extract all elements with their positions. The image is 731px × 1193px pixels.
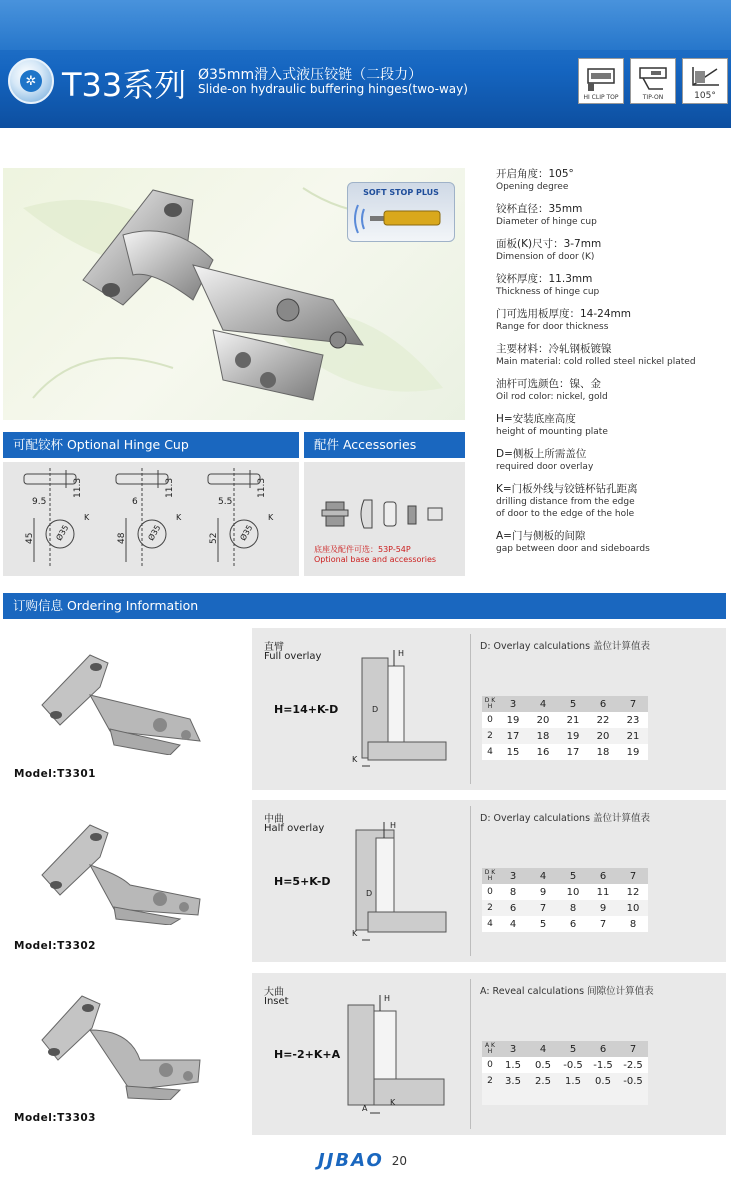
ordering-section-title: 订购信息 Ordering Information bbox=[3, 593, 726, 619]
diagram-h-label: H bbox=[384, 994, 391, 1003]
calc-cell: 20 bbox=[588, 728, 618, 744]
calc-row bbox=[482, 884, 648, 900]
calc-cell: -2.5 bbox=[618, 1057, 648, 1073]
calc-cell: 10 bbox=[558, 884, 588, 900]
angle-icon bbox=[689, 63, 723, 93]
spec-cn: 开启角度：105° bbox=[496, 168, 574, 180]
spec-en: Oil rod color: nickel, gold bbox=[496, 392, 608, 402]
half-overlay-diagram bbox=[348, 818, 458, 948]
spec-cn: 主要材料：冷轧钢板镀镍 bbox=[496, 343, 612, 355]
calc-cell: 8 bbox=[618, 916, 648, 932]
accessories-section-title: 配件 Accessories bbox=[304, 432, 465, 458]
diagram-k-label: K bbox=[352, 755, 358, 764]
calc-row bbox=[482, 916, 648, 932]
hinge-cup-section-title: 可配铰杯 Optional Hinge Cup bbox=[3, 432, 299, 458]
calc-cell bbox=[528, 1089, 558, 1105]
spec-en: Dimension of door (K) bbox=[496, 252, 595, 262]
hinge-type-en: Half overlay bbox=[264, 823, 325, 834]
calc-col-header: 3 bbox=[498, 868, 528, 884]
spec-item bbox=[496, 483, 726, 520]
calc-cell: 17 bbox=[558, 744, 588, 760]
calc-row-header bbox=[482, 1089, 498, 1105]
hinge-t3302-icon bbox=[30, 815, 230, 925]
calc-cell: 0.5 bbox=[528, 1057, 558, 1073]
clip-top-icon bbox=[585, 63, 619, 93]
header-stripe bbox=[0, 0, 731, 50]
spec-item bbox=[496, 203, 726, 228]
order-row-t3302 bbox=[252, 800, 726, 962]
calc-cell: 12 bbox=[618, 884, 648, 900]
calc-cell bbox=[558, 1089, 588, 1105]
badge-label: HI CLIP TOP bbox=[583, 94, 619, 101]
calc-corner-cell: A K H bbox=[482, 1041, 498, 1057]
calc-col-header: 5 bbox=[558, 696, 588, 712]
calc-title: D: Overlay calculations 盖位计算值表 bbox=[480, 641, 651, 652]
calc-cell: 2.5 bbox=[528, 1073, 558, 1089]
cup-height-label: 48 bbox=[117, 532, 127, 544]
badge-label: 105° bbox=[694, 91, 716, 101]
feature-badges bbox=[578, 58, 728, 104]
calc-col-header: 7 bbox=[618, 696, 648, 712]
product-hero-image bbox=[3, 168, 465, 420]
calc-cell: 19 bbox=[618, 744, 648, 760]
diagram-h-label: H bbox=[390, 821, 397, 830]
calc-col-header: 4 bbox=[528, 868, 558, 884]
hinge-cup-drawing bbox=[112, 468, 192, 576]
calc-corner-cell: D K H bbox=[482, 696, 498, 712]
hinge-cup-drawing bbox=[204, 468, 284, 576]
spec-item bbox=[496, 273, 726, 298]
calc-cell bbox=[588, 1089, 618, 1105]
spec-item bbox=[496, 448, 726, 473]
calc-col-header: 3 bbox=[498, 696, 528, 712]
badge-clip-top bbox=[578, 58, 624, 104]
calc-cell: 20 bbox=[528, 712, 558, 728]
calc-col-header: 7 bbox=[618, 1041, 648, 1057]
hinge-cup-drawing bbox=[20, 468, 100, 576]
calc-row-header: 2 bbox=[482, 900, 498, 916]
spec-item bbox=[496, 168, 726, 193]
spec-item bbox=[496, 308, 726, 333]
cup-k-label: K bbox=[176, 513, 182, 522]
footer-brand-logo: JJBAO bbox=[318, 1150, 384, 1171]
calc-cell: 9 bbox=[588, 900, 618, 916]
cup-diameter-label: Ø35 bbox=[238, 523, 255, 543]
calc-title: A: Reveal calculations 间隙位计算值表 bbox=[480, 986, 654, 997]
footer bbox=[318, 1150, 407, 1171]
cup-offset-label: 6 bbox=[132, 497, 138, 507]
cup-height-label: 52 bbox=[209, 532, 219, 544]
cup-offset-label: 9.5 bbox=[32, 497, 47, 507]
calc-header-row bbox=[482, 868, 648, 884]
row-divider bbox=[470, 634, 471, 784]
calc-cell: 11 bbox=[588, 884, 618, 900]
calc-row bbox=[482, 900, 648, 916]
spec-item bbox=[496, 378, 726, 403]
badge-label: TIP-ON bbox=[642, 94, 664, 101]
badge-tip-on bbox=[630, 58, 676, 104]
spec-list bbox=[496, 168, 726, 565]
calc-row-header: 0 bbox=[482, 884, 498, 900]
calc-cell: 18 bbox=[588, 744, 618, 760]
calc-row-header: 0 bbox=[482, 1057, 498, 1073]
calc-cell: 16 bbox=[528, 744, 558, 760]
calc-col-header: 6 bbox=[588, 868, 618, 884]
calc-row-header: 4 bbox=[482, 916, 498, 932]
spec-en: Range for door thickness bbox=[496, 322, 609, 332]
spec-item bbox=[496, 413, 726, 438]
calc-row bbox=[482, 1073, 648, 1089]
spec-en: required door overlay bbox=[496, 462, 594, 472]
calc-cell: 17 bbox=[498, 728, 528, 744]
brand-logo-icon bbox=[8, 58, 54, 104]
calc-cell: -0.5 bbox=[618, 1073, 648, 1089]
order-row-t3301 bbox=[252, 628, 726, 790]
spec-cn: 门可选用板厚度：14-24mm bbox=[496, 308, 631, 320]
diagram-a-label: A bbox=[362, 1104, 368, 1113]
spec-cn: 油杆可选颜色：镍、金 bbox=[496, 378, 601, 390]
cup-diameter-label: Ø35 bbox=[54, 523, 71, 543]
accessories-note bbox=[314, 545, 436, 565]
calc-cell: -1.5 bbox=[588, 1057, 618, 1073]
calc-cell: 21 bbox=[558, 712, 588, 728]
cup-k-label: K bbox=[268, 513, 274, 522]
calc-cell: 8 bbox=[498, 884, 528, 900]
calc-cell: 19 bbox=[498, 712, 528, 728]
calc-col-header: 6 bbox=[588, 696, 618, 712]
calc-cell: 23 bbox=[618, 712, 648, 728]
calc-cell: 18 bbox=[528, 728, 558, 744]
piston-icon bbox=[348, 183, 456, 243]
calc-row-empty bbox=[482, 1089, 648, 1105]
calc-cell: 9 bbox=[528, 884, 558, 900]
hinge-t3301-icon bbox=[30, 645, 230, 755]
calc-col-header: 4 bbox=[528, 1041, 558, 1057]
calc-cell bbox=[498, 1089, 528, 1105]
calc-table bbox=[482, 1041, 648, 1105]
calc-row-header: 0 bbox=[482, 712, 498, 728]
calc-cell: 8 bbox=[558, 900, 588, 916]
hinge-type-en: Full overlay bbox=[264, 651, 322, 662]
hinge-type-cn: 中曲 bbox=[264, 814, 284, 825]
diagram-k-label: K bbox=[390, 1098, 396, 1107]
spec-en: gap between door and sideboards bbox=[496, 544, 650, 554]
calc-row-header: 4 bbox=[482, 744, 498, 760]
spec-en: of door to the edge of the hole bbox=[496, 509, 635, 519]
soft-stop-badge bbox=[347, 182, 455, 242]
row-divider bbox=[470, 979, 471, 1129]
model-label: Model:T3302 bbox=[14, 940, 96, 952]
cup-offset-label: 5.5 bbox=[218, 497, 233, 507]
calc-col-header: 4 bbox=[528, 696, 558, 712]
spec-cn: 铰杯直径：35mm bbox=[496, 203, 583, 215]
model-label: Model:T3301 bbox=[14, 768, 96, 780]
spec-en: Diameter of hinge cup bbox=[496, 217, 597, 227]
row-divider bbox=[470, 806, 471, 956]
calc-cell: 7 bbox=[588, 916, 618, 932]
formula-text: H=14+K-D bbox=[274, 703, 339, 716]
header-banner bbox=[0, 0, 731, 128]
calc-cell: 0.5 bbox=[588, 1073, 618, 1089]
calc-cell: 1.5 bbox=[498, 1057, 528, 1073]
calc-cell: 3.5 bbox=[498, 1073, 528, 1089]
calc-cell bbox=[618, 1089, 648, 1105]
calc-row-header: 2 bbox=[482, 1073, 498, 1089]
calc-cell: -0.5 bbox=[558, 1057, 588, 1073]
calc-row bbox=[482, 728, 648, 744]
calc-row-header: 2 bbox=[482, 728, 498, 744]
spec-item bbox=[496, 343, 726, 368]
calc-cell: 15 bbox=[498, 744, 528, 760]
cup-depth-label: 11.3 bbox=[165, 477, 175, 498]
calc-corner-cell: D K H bbox=[482, 868, 498, 884]
calc-col-header: 7 bbox=[618, 868, 648, 884]
formula-text: H=5+K-D bbox=[274, 875, 331, 888]
spec-en: Main material: cold rolled steel nickel plated bbox=[496, 357, 696, 367]
spec-en: Thickness of hinge cup bbox=[496, 287, 600, 297]
cup-depth-label: 11.3 bbox=[73, 477, 83, 498]
spec-cn: A=门与侧板的间隙 bbox=[496, 530, 586, 542]
title-english: Slide-on hydraulic buffering hinges(two-way) bbox=[198, 82, 468, 96]
accessories-note-cn: 底座及配件可选：53P-54P bbox=[314, 545, 411, 554]
calc-table bbox=[482, 696, 648, 760]
spec-cn: 铰杯厚度：11.3mm bbox=[496, 273, 593, 285]
calc-cell: 7 bbox=[528, 900, 558, 916]
diagram-k-label: K bbox=[352, 929, 358, 938]
hinge-product-icon bbox=[63, 180, 393, 420]
snowflake-icon: ✲ bbox=[20, 70, 42, 92]
page-number: 20 bbox=[391, 1153, 408, 1168]
spec-cn: D=侧板上所需盖位 bbox=[496, 448, 587, 460]
calc-header-row bbox=[482, 1041, 648, 1057]
calc-cell: 19 bbox=[558, 728, 588, 744]
calc-col-header: 6 bbox=[588, 1041, 618, 1057]
calc-cell: 1.5 bbox=[558, 1073, 588, 1089]
spec-en: drilling distance from the edge bbox=[496, 497, 635, 507]
hinge-type-en: Inset bbox=[264, 996, 289, 1007]
calc-col-header: 5 bbox=[558, 1041, 588, 1057]
hinge-type-cn: 大曲 bbox=[264, 987, 284, 998]
calc-col-header: 5 bbox=[558, 868, 588, 884]
calc-title: D: Overlay calculations 盖位计算值表 bbox=[480, 813, 651, 824]
cup-height-label: 45 bbox=[25, 532, 35, 544]
calc-cell: 6 bbox=[558, 916, 588, 932]
title-chinese: Ø35mm滑入式液压铰链（二段力） bbox=[198, 67, 423, 83]
badge-angle bbox=[682, 58, 728, 104]
calc-col-header: 3 bbox=[498, 1041, 528, 1057]
spec-item bbox=[496, 530, 726, 555]
calc-header-row bbox=[482, 696, 648, 712]
spec-cn: H=安装底座高度 bbox=[496, 413, 576, 425]
model-label: Model:T3303 bbox=[14, 1112, 96, 1124]
calc-row bbox=[482, 1057, 648, 1073]
spec-en: Opening degree bbox=[496, 182, 569, 192]
hinge-t3303-icon bbox=[30, 990, 230, 1100]
accessories-parts-icon bbox=[320, 494, 450, 534]
spec-cn: 面板(K)尺寸：3-7mm bbox=[496, 238, 602, 250]
diagram-h-label: H bbox=[398, 649, 405, 658]
spec-en: height of mounting plate bbox=[496, 427, 608, 437]
calc-row bbox=[482, 744, 648, 760]
cup-diameter-label: Ø35 bbox=[146, 523, 163, 543]
cup-depth-label: 11.3 bbox=[257, 477, 267, 498]
diagram-d-label: D bbox=[372, 705, 379, 714]
calc-cell: 22 bbox=[588, 712, 618, 728]
calc-cell: 4 bbox=[498, 916, 528, 932]
series-title: T33系列 bbox=[62, 66, 187, 104]
hinge-type-cn: 直臂 bbox=[264, 642, 284, 653]
order-row-t3303 bbox=[252, 973, 726, 1135]
calc-cell: 5 bbox=[528, 916, 558, 932]
calc-cell: 21 bbox=[618, 728, 648, 744]
calc-cell: 10 bbox=[618, 900, 648, 916]
accessories-note-en: Optional base and accessories bbox=[314, 555, 437, 564]
soft-stop-label: SOFT STOP PLUS bbox=[363, 188, 439, 197]
calc-table bbox=[482, 868, 648, 932]
calc-cell: 6 bbox=[498, 900, 528, 916]
tip-on-icon bbox=[637, 63, 671, 93]
calc-row bbox=[482, 712, 648, 728]
inset-diagram bbox=[344, 987, 454, 1127]
full-overlay-diagram bbox=[348, 646, 458, 776]
spec-item bbox=[496, 238, 726, 263]
diagram-d-label: D bbox=[366, 889, 373, 898]
formula-text: H=-2+K+A bbox=[274, 1048, 341, 1061]
cup-k-label: K bbox=[84, 513, 90, 522]
spec-cn: K=门板外线与铰链杯钻孔距离 bbox=[496, 483, 638, 495]
